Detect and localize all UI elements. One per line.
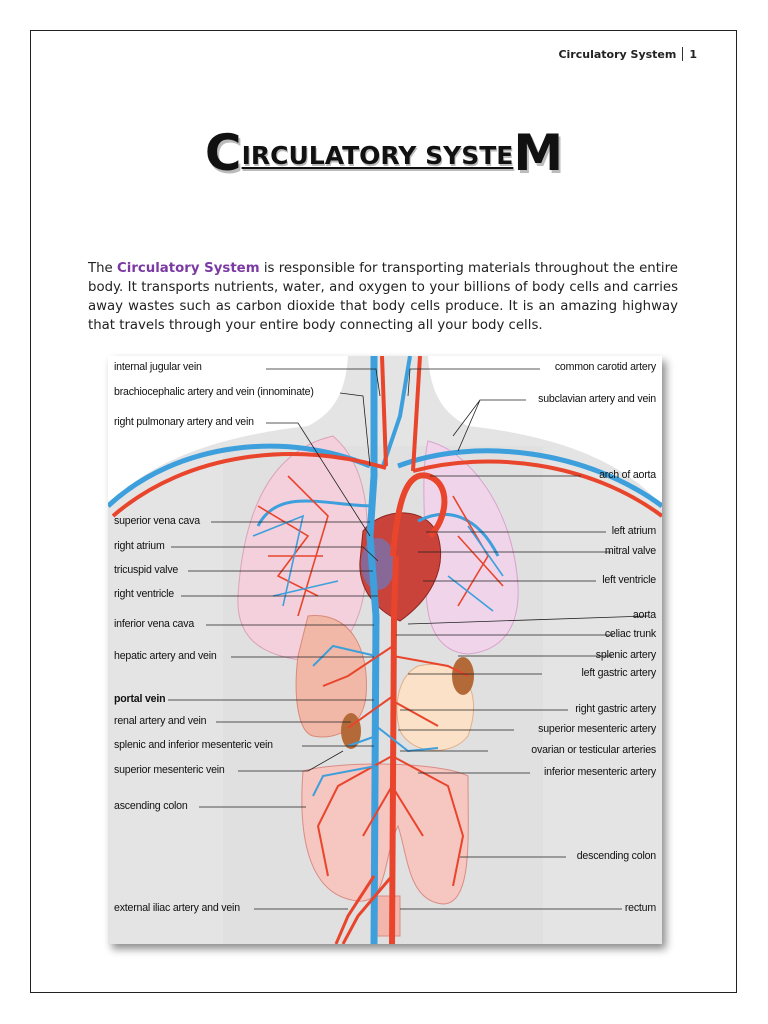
title-first-letter: C bbox=[204, 124, 242, 182]
label-superior-vena-cava: superior vena cava bbox=[114, 515, 200, 527]
rectum bbox=[376, 896, 400, 936]
label-tricuspid-valve: tricuspid valve bbox=[114, 564, 179, 576]
header-page-number: 1 bbox=[689, 47, 697, 61]
right-kidney bbox=[341, 713, 361, 749]
header-section-title: Circulatory System bbox=[558, 47, 677, 61]
label-splenic-inferior-mesenteric-vein: splenic and inferior mesenteric vein bbox=[114, 739, 273, 751]
label-ascending-colon: ascending colon bbox=[114, 800, 188, 812]
label-left-ventricle: left ventricle bbox=[602, 574, 656, 586]
header-divider bbox=[682, 47, 683, 61]
label-celiac-trunk: celiac trunk bbox=[604, 628, 656, 640]
label-inferior-vena-cava: inferior vena cava bbox=[114, 618, 195, 630]
label-ovarian-testicular: ovarian or testicular arteries bbox=[531, 744, 656, 756]
label-mitral-valve: mitral valve bbox=[604, 545, 656, 557]
heart-right-side bbox=[361, 538, 395, 590]
label-inferior-mesenteric-artery: inferior mesenteric artery bbox=[544, 766, 656, 778]
label-subclavian: subclavian artery and vein bbox=[538, 393, 656, 405]
label-left-gastric-artery: left gastric artery bbox=[581, 667, 656, 679]
label-splenic-artery: splenic artery bbox=[595, 649, 656, 661]
label-internal-jugular-vein: internal jugular vein bbox=[114, 361, 202, 373]
label-left-atrium: left atrium bbox=[611, 525, 656, 537]
label-portal-vein: portal vein bbox=[114, 693, 166, 705]
label-hepatic: hepatic artery and vein bbox=[114, 650, 217, 662]
label-common-carotid: common carotid artery bbox=[554, 361, 656, 373]
running-header bbox=[558, 47, 697, 61]
intro-text: is responsible for transporting materials throughout the entire body. It transports nutrients, water, and oxygen to your billions of body cells and carries away wastes such as carbon dioxide that body cells produce. It is an amazing highway that travels through your entire body connecting all your body cells. bbox=[88, 261, 678, 334]
label-right-atrium: right atrium bbox=[114, 540, 165, 552]
label-arch-of-aorta: arch of aorta bbox=[599, 469, 656, 481]
label-right-ventricle: right ventricle bbox=[114, 588, 174, 600]
label-renal: renal artery and vein bbox=[114, 715, 207, 727]
label-superior-mesenteric-vein: superior mesenteric vein bbox=[114, 764, 225, 776]
intro-paragraph bbox=[88, 259, 678, 335]
circulatory-diagram bbox=[108, 356, 662, 944]
title-last-letter: M bbox=[513, 124, 564, 182]
label-rectum: rectum bbox=[624, 902, 656, 914]
label-brachiocephalic: brachiocephalic artery and vein (innominate) bbox=[114, 386, 314, 398]
page-title bbox=[0, 124, 768, 182]
label-right-pulmonary: right pulmonary artery and vein bbox=[114, 416, 254, 428]
label-external-iliac: external iliac artery and vein bbox=[114, 902, 240, 914]
label-superior-mesenteric-artery: superior mesenteric artery bbox=[538, 723, 656, 735]
title-middle: IRCULATORY SYSTE bbox=[241, 141, 514, 170]
left-kidney bbox=[452, 657, 474, 695]
intro-term: Circulatory System bbox=[117, 261, 260, 277]
label-descending-colon: descending colon bbox=[576, 850, 656, 862]
label-right-gastric-artery: right gastric artery bbox=[575, 703, 656, 715]
label-aorta: aorta bbox=[632, 609, 656, 621]
intro-prefix: The bbox=[88, 261, 118, 277]
